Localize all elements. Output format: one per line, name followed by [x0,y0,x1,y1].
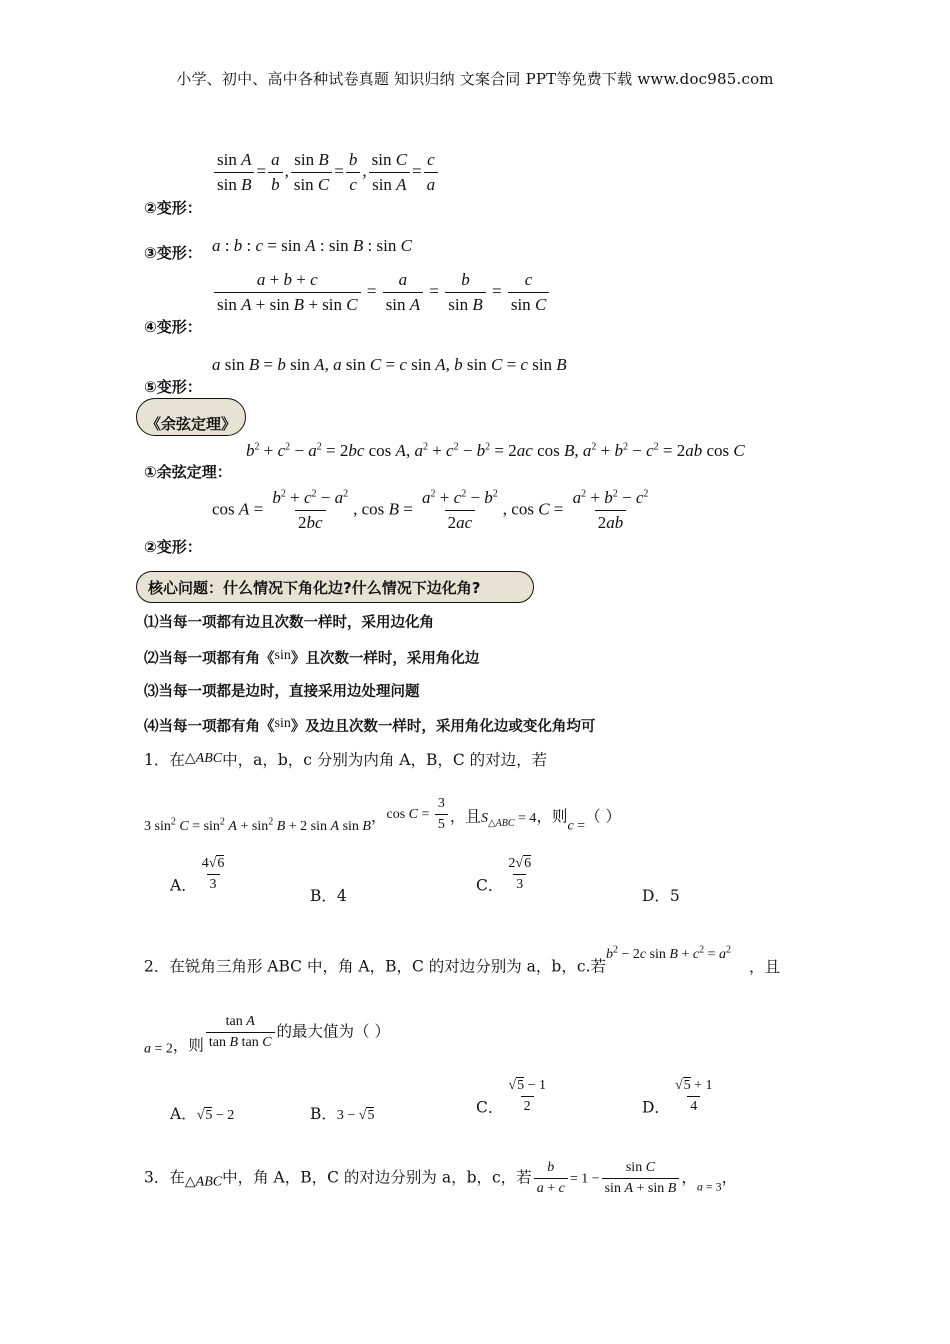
cosine-variant-formula: cos A = $\frac{b^2 + c^2 - a^2}{2bc}$ , cos B = $\frac{a^2 + c^2 - b^2}{2ac}$ , cos C = $\frac{a^2 + b^2 - c^2}{2ab}$ [212,488,649,532]
q2-option-c[interactable]: C． $\frac{√5 - 1}{2}$ [476,1078,546,1117]
sine-ratio-formula: $\frac{\text{sin A}}{\text{sin B}}$ = $\frac{a}{b}$ , $\frac{\text{sin B}}{\text{sin C}}$ = $\frac{b}{c}$ , $\frac{\text{sin C}}{\text{sin A}}$ = $\frac{c}{a}$ [212,150,440,195]
q1-option-d[interactable]: D．5 [642,887,680,905]
question-2-line2: a = 2，则 $\frac{\text{tan A}}{\text{tan B tan C}}$ 的最大值为（ ） [144,1014,390,1057]
q3-text3: ， [721,1168,738,1187]
variant-3-label: ③变形： [144,244,202,262]
question-3-line1: 3．在△ABC中，角 A，B，C 的对边分别为 a，b，c，若 $\frac{b}{a + c}$ = 1 − $\frac{\text{sin C}}{\text{sin A + sin B}}$ ，$_{a = 3}$， [144,1160,738,1196]
q3-number: 3．在 [144,1168,185,1187]
sine-cross-formula: a sin B = b sin A, a sin C = c sin A, b sin C = c sin B [212,355,567,374]
q2-option-c-label: C． [476,1098,504,1117]
rule-4-end: 》及边且次数一样时，采用角化边或变化角均可 [290,719,596,735]
q1-option-b[interactable]: B．4 [310,887,347,905]
question-1-line2: 3 $\sin^2 C = \sin^2 A + \sin^2 B + 2$ sin A sin B，cos C = $\frac{3}{5}$ ，且$S_{\triangle ABC} = 4$，则c =（ ） [144,796,622,834]
question-1-line1: 1．在△ABC中，a，b，c 分别为内角 A，B，C 的对边，若 [144,751,548,769]
cosine-variant-label: ②变形： [144,538,202,556]
q2-text4: 的最大值为（ ） [276,1022,390,1041]
core-question-title: 核心问题：什么情况下角化边?什么情况下边化角? [148,579,481,597]
q2-text3: ，则 [172,1036,204,1055]
q2-option-a[interactable]: A．√5 − 2 [170,1105,235,1123]
q2-option-b-label: B． [310,1105,337,1123]
q2-text2: ，且 [749,957,781,976]
q2-option-a-label: A． [170,1105,197,1123]
rule-2-sin: sin [274,648,291,663]
rule-2-start: ⑵当每一项都有角《 [144,651,275,667]
variant-2-label: ②变形： [144,199,202,217]
q1-option-a-label: A． [170,876,197,895]
q1-option-c[interactable]: C． $\frac{2√6}{3}$ [476,856,532,895]
q1-number: 1．在 [144,751,185,769]
q1-text3: ，则 [536,807,568,826]
q1-option-a[interactable]: A． $\frac{4√6}{3}$ [170,856,225,895]
rule-2 [144,647,479,668]
q1-option-c-label: C． [476,876,504,895]
cosine-law-label: ①余弦定理： [144,463,232,481]
q2-option-b[interactable]: B．3 − √5 [310,1105,375,1123]
q1-comma: ， [370,807,387,826]
question-2-line1: 2．在锐角三角形 ABC 中，角 A，B，C 的对边分别为 a，b，c.若$b^2 - 2c$ $\sin B + c^2 = a^2$，且 [144,944,781,976]
cosine-law-formula: $b^2 + c^2 - a^2 = 2bc$ cos A, $a^2 + c^2 - b^2 = 2ac$ cos B, $a^2 + b^2 - c^2 = 2ab$ cos C [246,441,745,460]
variant-4-label: ④变形： [144,318,202,336]
page-header: 小学、初中、高中各种试卷真题 知识归纳 文案合同 PPT等免费下载 www.doc985.com [176,70,774,88]
q3-text2: ， [681,1168,697,1187]
rule-3: ⑶当每一项都是边时，直接采用边处理问题 [144,684,420,700]
rule-4 [144,715,595,736]
rule-4-sin: sin [274,716,291,731]
rule-4-start: ⑷当每一项都有角《 [144,719,275,735]
q2-option-d[interactable]: D． $\frac{√5 + 1}{4}$ [642,1078,713,1117]
q2-text1: 2．在锐角三角形 ABC 中，角 A，B，C 的对边分别为 a，b，c.若 [144,957,606,976]
cosine-title: 《余弦定理》 [146,415,237,433]
rule-2-end: 》且次数一样时，采用角化边 [290,651,480,667]
sine-sum-formula: $\frac{a + b + c}{\text{sin A + sin B + sin C}}$ = $\frac{a}{\text{sin A}}$ = $\frac{b}{\text{sin B}}$ = $\frac{c}{\text{sin C}}$ [212,270,551,315]
rule-1: ⑴当每一项都有边且次数一样时，采用边化角 [144,615,434,631]
q1-paren: （ ） [585,807,622,826]
q1-text1: 中，a，b，c 分别为内角 A，B，C 的对边，若 [222,751,548,769]
q2-option-d-label: D． [642,1098,670,1117]
sine-proportion-formula: a : b : c = sin A : sin B : sin C [212,236,412,255]
q3-text1: 中，角 A，B，C 的对边分别为 a，b，c，若 [222,1168,532,1187]
variant-5-label: ⑤变形： [144,378,202,396]
q1-text2: ，且 [449,807,481,826]
